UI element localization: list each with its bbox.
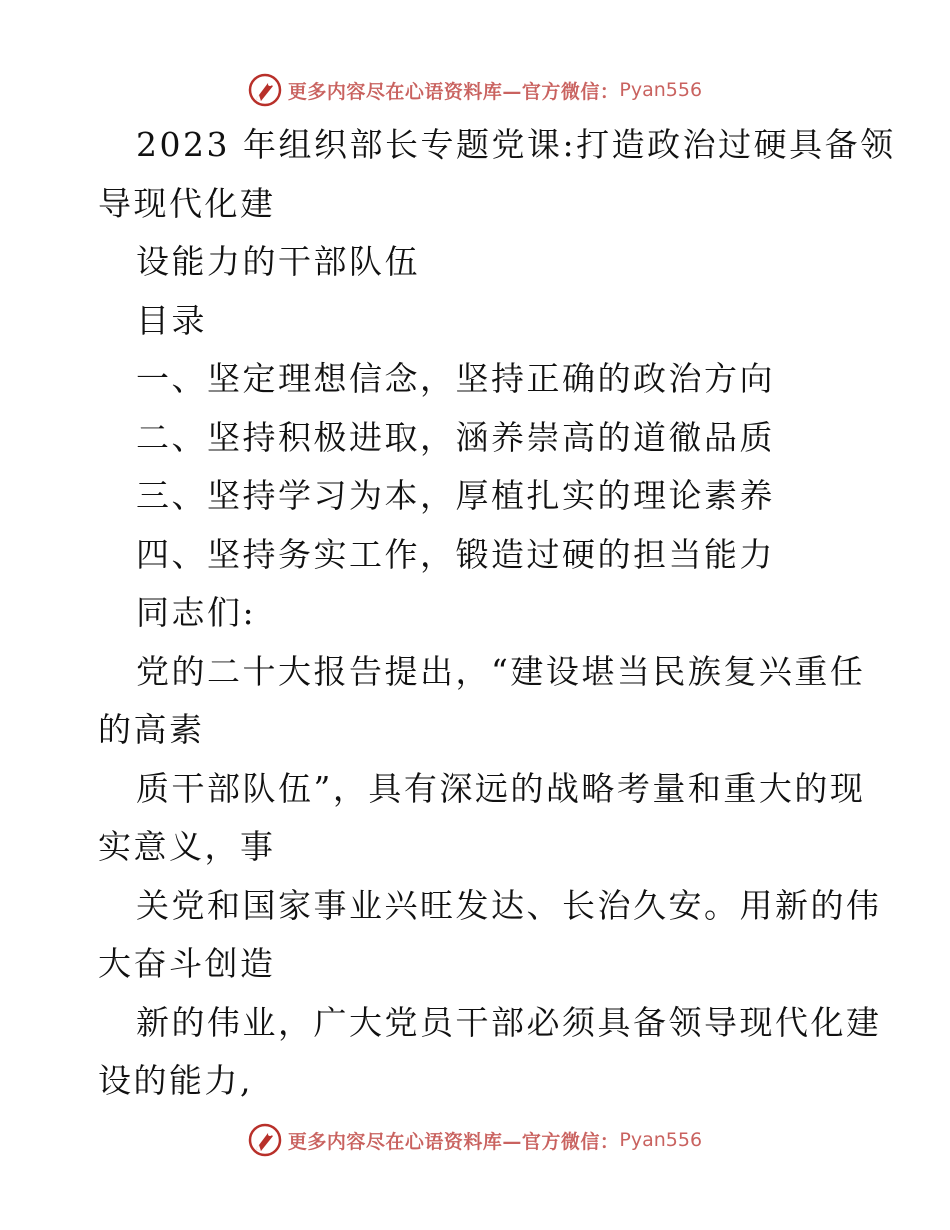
toc-item-2: 二、坚持积极进取，涵养崇高的道徹品质 — [136, 417, 775, 457]
body-line-5: 关党和国家事业兴旺发达、长治久安。用新的伟 — [136, 885, 882, 925]
pen-logo-icon — [248, 1123, 282, 1157]
toc-item-3: 三、坚持学习为本，厚植扎实的理论素养 — [136, 476, 775, 515]
banner-wechat-id: Pyan556 — [619, 79, 703, 101]
greeting: 同志们: — [136, 593, 257, 632]
banner-text: 更多内容尽在心语资料库—官方微信： — [287, 1130, 620, 1153]
document-body — [98, 116, 896, 1111]
body-line-7: 新的伟业，广大党员干部必须具备领导现代化建 — [136, 1002, 882, 1042]
body-line-4: 实意义，事 — [98, 827, 276, 866]
toc-item-4: 四、坚持务实工作，锻造过硬的担当能力 — [136, 534, 775, 574]
document-title-line-2: 导现代化建 — [98, 183, 276, 223]
toc-label: 目录 — [136, 300, 207, 340]
body-line-6: 大奋斗创造 — [98, 944, 276, 983]
pen-logo-icon — [248, 73, 282, 107]
document-title-line-3: 设能力的干部队伍 — [136, 242, 420, 281]
body-line-8: 设的能力, — [98, 1061, 253, 1100]
body-line-2: 的高素 — [98, 710, 205, 749]
body-line-3: 质干部队伍”，具有深远的战略考量和重大的现 — [136, 768, 866, 808]
banner-wechat-id: Pyan556 — [619, 1129, 703, 1151]
footer-watermark-banner — [0, 1120, 950, 1160]
body-line-1: 党的二十大报告提出，“建设堪当民族复兴重任 — [136, 651, 866, 691]
toc-item-1: 一、坚定理想信念，坚持正确的政治方向 — [136, 359, 775, 398]
document-title-line-1: 2023 年组织部长专题党课:打造政治过硬具备领 — [136, 125, 896, 164]
header-watermark-banner — [0, 70, 950, 110]
banner-text: 更多内容尽在心语资料库—官方微信： — [287, 80, 620, 103]
